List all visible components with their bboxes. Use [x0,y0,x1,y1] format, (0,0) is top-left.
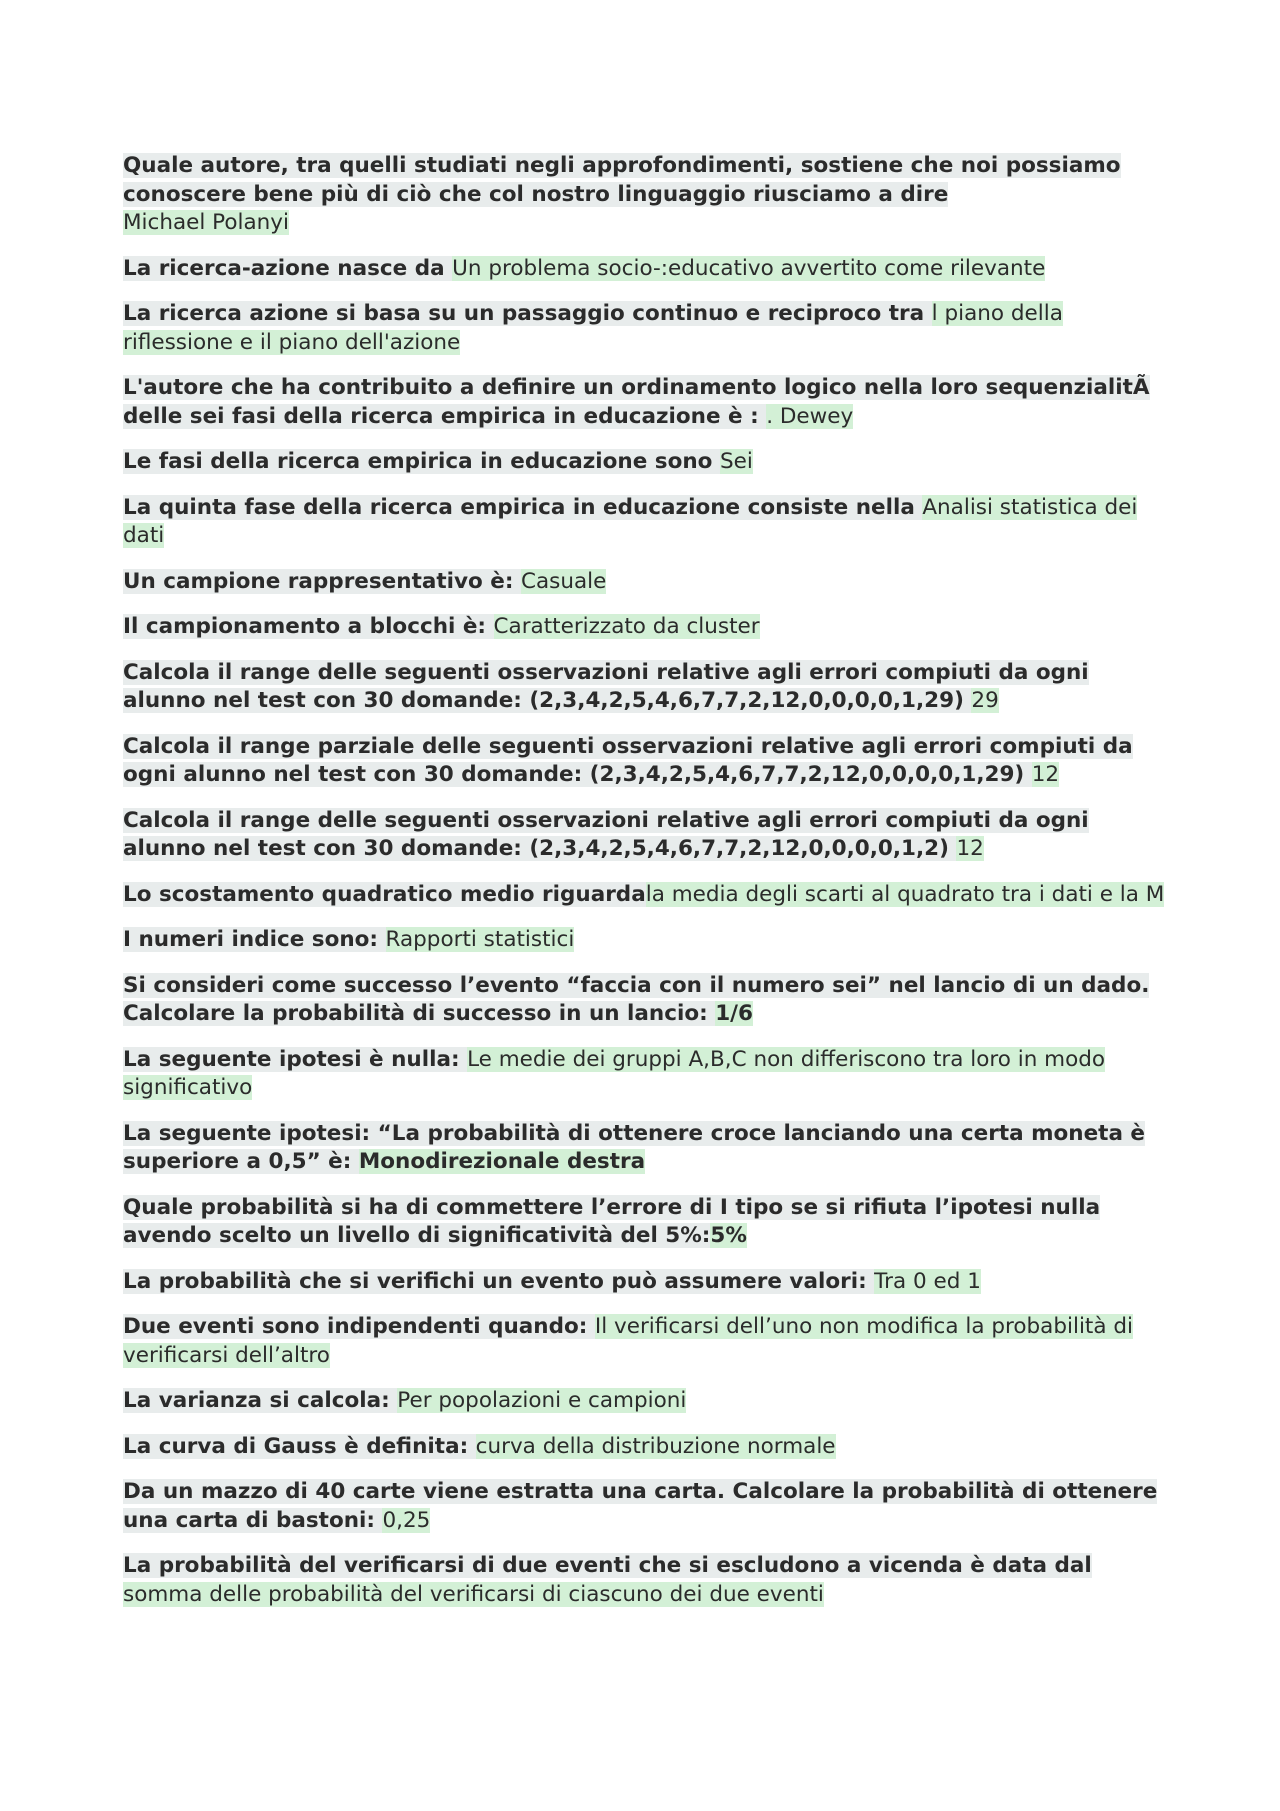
question-text: La seguente ipotesi è nulla: [123,1046,468,1072]
question-text: La seguente ipotesi: “La probabilità di ottenere croce lanciando una certa moneta è superiore a 0,5” è: [123,1120,1146,1174]
answer-text: Monodirezionale destra [358,1149,646,1174]
qa-item [123,255,1170,284]
question-text: La ricerca azione si basa su un passaggio continuo e reciproco tra [123,301,932,326]
answer-text: la media degli scarti al quadrato tra i dati e la M [645,881,1165,907]
answer-text: Michael Polanyi [123,210,290,235]
qa-item [123,926,1170,955]
question-text: Due eventi sono indipendenti quando: [123,1314,595,1339]
question-text: Le fasi della ricerca empirica in educazione sono [123,449,720,474]
question-text: Quale autore, tra quelli studiati negli approfondimenti, sostiene che noi possiamo conoscere bene più di ciò che col nostro linguaggio riusciamo a dire [123,153,1121,207]
qa-item [123,1387,1170,1416]
answer-text: 5% [710,1223,747,1248]
question-text: L'autore che ha contribuito a definire un ordinamento logico nella loro sequenzialitÃ delle sei fasi della ricerca empirica in educazione è : [123,375,1150,429]
answer-text: 1/6 [715,1001,753,1026]
answer-text: Rapporti statistici [385,927,575,952]
qa-item [123,1313,1170,1370]
qa-item [123,1194,1170,1251]
qa-item [123,1046,1170,1103]
answer-text: l piano della riflessione e il piano dell'azione [123,301,1063,355]
question-text: Calcola il range parziale delle seguenti osservazioni relative agli errori compiuti da ogni alunno nel test con 30 domande: (2,3,4,2,5,4,6,7,7,2,12,0,0,0,0,1,29) [123,733,1133,787]
qa-item [123,300,1170,357]
qa-item [123,1120,1170,1177]
qa-item [123,1478,1170,1535]
qa-item [123,1433,1170,1462]
question-text: Si consideri come successo l’evento “faccia con il numero sei” nel lancio di un dado. Calcolare la probabilità di successo in un lancio: [123,972,1150,1026]
answer-text: curva della distribuzione normale [475,1433,836,1459]
answer-text: Analisi statistica dei dati [123,494,1138,548]
qa-item [123,972,1170,1029]
question-text: La varianza si calcola: [123,1388,398,1413]
answer-text: somma delle probabilità del verificarsi di ciascuno dei due eventi [123,1581,824,1607]
answer-text: Il verificarsi dell’uno non modifica la probabilità di verificarsi dell’altro [123,1314,1133,1368]
question-text: Un campione rappresentativo è: [123,568,521,594]
qa-item [123,1268,1170,1297]
answer-text: Casuale [520,568,607,594]
answer-text: 12 [1031,762,1060,787]
question-text: Calcola il range delle seguenti osservazioni relative agli errori compiuti da ogni alunno nel test con 30 domande: (2,3,4,2,5,4,6,7,7,2,12,0,0,0,0,1,2) [123,807,1089,861]
qa-item [123,1552,1170,1609]
answer-text: 0,25 [382,1507,431,1533]
question-text: Quale probabilità si ha di commettere l’errore di I tipo se si rifiuta l’ipotesi nulla avendo scelto un livello di significatività del 5%: [123,1194,1101,1248]
qa-item [123,152,1170,238]
answer-text: Le medie dei gruppi A,B,C non differiscono tra loro in modo significativo [123,1046,1106,1100]
answer-text: . Dewey [766,403,854,429]
qa-list [123,152,1170,1609]
question-text: La ricerca-azione nasce da [123,255,453,281]
answer-text: Tra 0 ed 1 [874,1268,981,1294]
question-text: La probabilità del verificarsi di due eventi che si escludono a vicenda è data dal [123,1553,1092,1578]
answer-text: 29 [971,688,999,713]
question-text: Da un mazzo di 40 carte viene estratta una carta. Calcolare la probabilità di ottenere una carta di bastoni: [123,1479,1158,1533]
qa-item [123,374,1170,431]
question-text: Lo scostamento quadratico medio riguarda [123,881,646,907]
question-text: La quinta fase della ricerca empirica in educazione consiste nella [123,494,923,520]
qa-item [123,733,1170,790]
answer-text: Sei [719,449,753,474]
answer-text: 12 [956,836,984,861]
qa-item [123,613,1170,642]
question-text: La probabilità che si verifichi un evento può assumere valori: [123,1268,875,1294]
answer-text: Un problema socio-:educativo avvertito come rilevante [452,255,1046,281]
qa-item [123,659,1170,716]
qa-item [123,568,1170,597]
answer-text: Per popolazioni e campioni [397,1388,687,1413]
qa-item [123,494,1170,551]
answer-text: Caratterizzato da cluster [493,614,760,639]
qa-item [123,448,1170,477]
qa-item [123,807,1170,864]
qa-item [123,881,1170,910]
question-text: La curva di Gauss è definita: [123,1433,476,1459]
question-text: Il campionamento a blocchi è: [123,614,494,639]
question-text: I numeri indice sono: [123,927,386,952]
question-text: Calcola il range delle seguenti osservazioni relative agli errori compiuti da ogni alunno nel test con 30 domande: (2,3,4,2,5,4,6,7,7,2,12,0,0,0,0,1,29) [123,659,1089,713]
